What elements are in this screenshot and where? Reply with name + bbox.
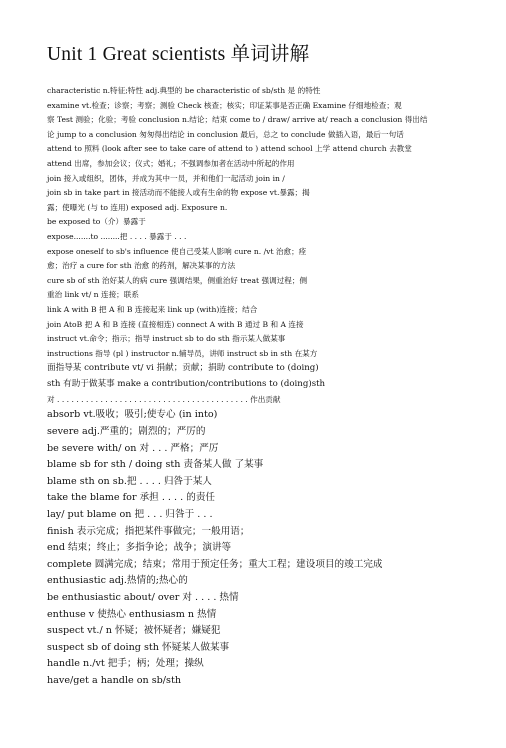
text-line: sth 有助于做某事 make a contribution/contributions to (doing)sth bbox=[47, 379, 326, 390]
text-line: blame sth on sb.把 . . . . 归咎于某人 bbox=[47, 475, 212, 487]
text-line: expose.......to ........把 . . . . 暴露于 . . . bbox=[47, 231, 187, 241]
text-line: finish 表示完成；指把某件事做完；一般用语； bbox=[47, 525, 250, 537]
text-line: lay/ put blame on 把 . . . 归咎于 . . . bbox=[47, 509, 213, 521]
text-line: blame sb for sth / doing sth 责备某人做 了某事 bbox=[47, 459, 264, 471]
text-line: severe adj.严重的；剧烈的；严厉的 bbox=[47, 426, 206, 438]
text-line: attend to 照料 (look after see to take care of attend to ) attend school 上学 attend church 去教堂 bbox=[47, 144, 412, 154]
text-line: 愈；治疗 a cure for sth 治愈 的药剂，解决某事的方法 bbox=[47, 261, 236, 271]
text-line: link A with B 把 A 和 B 连接起来 link up (with)连接；结合 bbox=[47, 304, 258, 314]
text-line: characteristic n.特征;特性 adj.典型的 be characteristic of sb/sth 是 的特性 bbox=[47, 86, 321, 95]
text-line: handle n./vt 把手；柄；处理；操纵 bbox=[47, 658, 204, 670]
text-line: 察 Test 测验；化验；考验 conclusion n.结论；结束 come to / draw/ arrive at/ reach a conclusion 得出结 bbox=[47, 115, 428, 125]
text-line: end 结束；终止；多指争论；战争；演讲等 bbox=[47, 542, 232, 554]
text-line: cure sb of sth 治好某人的病 cure 强调结果，侧重治好 treat 强调过程；侧 bbox=[47, 275, 308, 285]
text-line: expose oneself to sb's influence 使自己受某人影响 cure n. /vt 治愈；痊 bbox=[47, 246, 307, 256]
text-line: 论 jump to a conclusion 匆匆得出结论 in conclusion 最后，总之 to conclude 做插入语，最后一句话 bbox=[47, 129, 404, 139]
text-line: complete 圆满完成；结束；常用于预定任务；重大工程；建设项目的竣工完成 bbox=[47, 558, 383, 570]
text-line: be severe with/ on 对 . . . 严格；严厉 bbox=[47, 442, 219, 454]
text-line: instruct vt.命令；指示；指导 instruct sb to do sth 指示某人做某事 bbox=[47, 334, 286, 344]
text-line: 面指导某 contribute vt/ vi 捐献；贡献；捐助 contribute to (doing) bbox=[47, 363, 319, 374]
text-line: suspect vt./ n 怀疑；被怀疑者；嫌疑犯 bbox=[47, 625, 221, 637]
text-line: absorb vt.吸收；吸引;使专心 (in into) bbox=[47, 409, 218, 421]
text-line: enthusiastic adj.热情的;热心的 bbox=[47, 575, 188, 587]
text-line: be enthusiastic about/ over 对 . . . . 热情 bbox=[47, 592, 239, 603]
text-line: enthuse v 使热心 enthusiasm n 热情 bbox=[47, 608, 217, 620]
text-line: have/get a handle on sb/sth bbox=[47, 674, 181, 686]
text-line: join sb in take part in 接活动而不能接人或有生命的物 expose vt.暴露；揭 bbox=[47, 188, 310, 198]
page-title: Unit 1 Great scientists 单词讲解 bbox=[47, 44, 310, 65]
text-line: join AtoB 把 A 和 B 连接 (直接相连) connect A with B 通过 B 和 A 连接 bbox=[47, 319, 304, 329]
text-line: instructions 指导 (pl ) instructor n.辅导员，讲师 instruct sb in sth 在某方 bbox=[47, 348, 318, 358]
text-line: attend 出席，参加会议；仪式；婚礼；不强调参加者在活动中所起的作用 bbox=[47, 158, 295, 168]
text-line: suspect sb of doing sth 怀疑某人做某事 bbox=[47, 641, 230, 653]
text-line: 露；使曝光 (与 to 连用) exposed adj. Exposure n. bbox=[47, 202, 228, 212]
text-line: be exposed to（介）暴露于 bbox=[47, 217, 146, 227]
text-line: 对 . . . . . . . . . . . . . . . . . . . . . . . . . . . . . . . . . . . . . . . . 作出贡献 bbox=[47, 394, 281, 404]
text-line: 重治 link vt/ n 连接；联系 bbox=[47, 290, 139, 300]
text-line: examine vt.检查；诊察；考察；测验 Check 核查；核实；印证某事是否正确 Examine 仔细地检查；观 bbox=[47, 100, 402, 110]
text-line: take the blame for 承担 . . . . 的责任 bbox=[47, 492, 216, 504]
text-line: join 接入或组织，团体，并成为其中一员，并和他们一起活动 join in / bbox=[47, 173, 285, 183]
